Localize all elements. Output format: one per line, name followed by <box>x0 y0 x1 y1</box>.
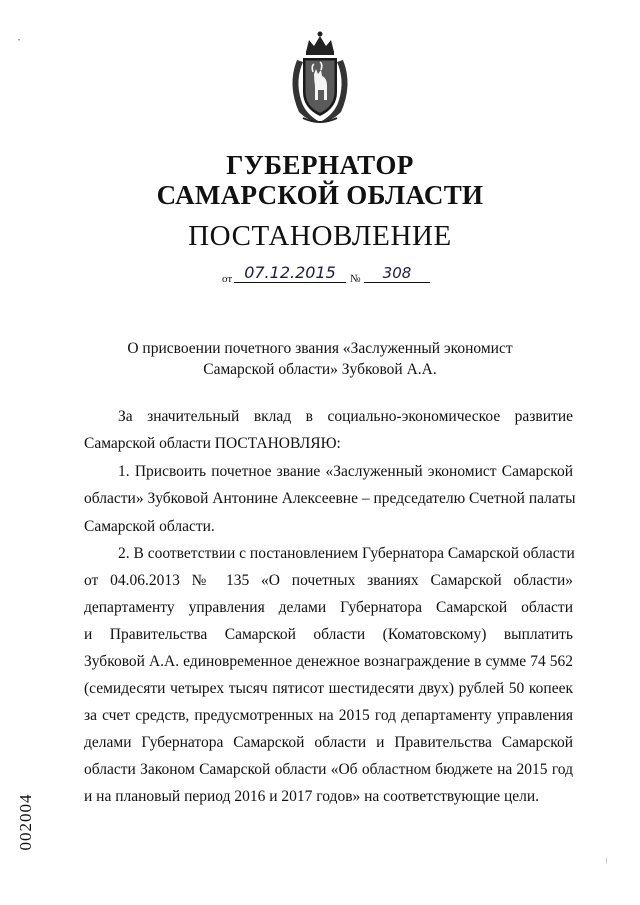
body-line: и на плановый период 2016 и 2017 годов» на соответствующие цели. <box>84 788 540 805</box>
document-date: 07.12.2015 <box>234 264 346 283</box>
issuer-title-line1: ГУБЕРНАТОР <box>226 150 414 180</box>
body-line: Самарской области ПОСТАНОВЛЯЮ: <box>84 435 341 452</box>
body-line: За значительный вклад в социально-экономическое развитие <box>118 408 573 425</box>
body-line: Самарской области. <box>84 518 215 535</box>
date-label: от <box>222 273 233 285</box>
scan-speck: • <box>18 38 21 44</box>
subject-line: Самарской области» Зубковой А.А. <box>203 361 437 378</box>
body-line: департаменту управления делами Губернатора Самарской области <box>84 599 573 616</box>
body-line: (семидесяти четырех тысяч пятисот шестидесяти двух) рублей 50 копеек <box>84 680 573 697</box>
subject-line: О присвоении почетного звания «Заслуженный экономист <box>127 340 513 357</box>
body-line: за счет средств, предусмотренных на 2015 год департаменту управления <box>84 707 573 724</box>
serial-number: 002004 <box>16 793 35 851</box>
body-line: делами Губернатора Самарской области и Правительства Самарской <box>84 734 573 751</box>
body-line: и Правительства Самарской области (Коматовскому) выплатить <box>84 626 573 643</box>
body-line: 1. Присвоить почетное звание «Заслуженный экономист Самарской <box>118 463 573 480</box>
body-line: Зубковой А.А. единовременное денежное вознаграждение в сумме 74 562 <box>84 653 573 670</box>
body-line: области Законом Самарской области «Об областном бюджете на 2015 год <box>84 761 573 778</box>
body-line: от 04.06.2013 № 135 «О почетных званиях Самарской области» <box>84 572 573 589</box>
scan-speck: | <box>606 858 608 864</box>
date-number-line <box>222 264 432 288</box>
number-label: № <box>350 273 361 285</box>
samara-coat-of-arms-icon <box>283 30 357 126</box>
document-number: 308 <box>364 264 430 283</box>
document-subject <box>0 338 640 380</box>
body-line: области» Зубковой Антонине Алексеевне – председателю Счетной палаты <box>84 490 576 507</box>
side-serial-stamp <box>14 772 38 872</box>
issuer-title-line2: САМАРСКОЙ ОБЛАСТИ <box>156 180 484 210</box>
document-type-title: ПОСТАНОВЛЕНИЕ <box>188 220 452 252</box>
body-line: 2. В соответствии с постановлением Губернатора Самарской области <box>118 545 575 562</box>
